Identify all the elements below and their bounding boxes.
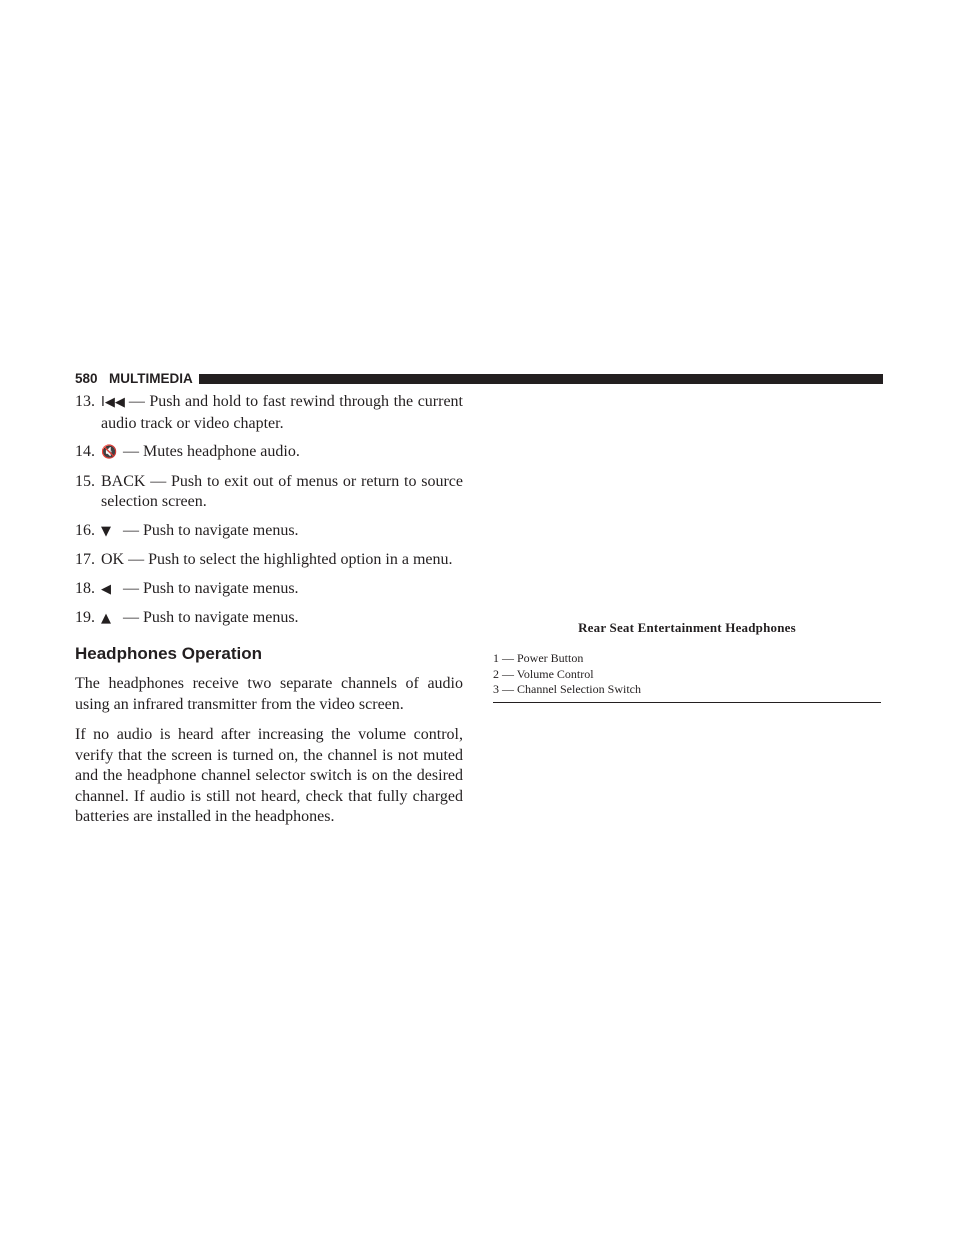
body-paragraph: If no audio is heard after increasing the volume control, verify that the screen is turned on, the channel is not muted and the headphone channel selector switch is on the desired channel. If audio is still not heard, check that fully charged batteries are installed in the headphones. [75, 726, 463, 825]
section-heading: Headphones Operation [75, 643, 263, 663]
item-number: 19. [75, 609, 95, 626]
item-number: 15. [75, 472, 95, 490]
item-text: — Mutes headphone audio. [123, 443, 300, 460]
caption-rule [493, 702, 881, 703]
list-item [75, 442, 463, 464]
list-item [75, 472, 463, 513]
page-number: 580 [75, 371, 98, 386]
item-number: 16. [75, 521, 95, 539]
up-arrow-icon: ▲ [101, 611, 111, 626]
legend-item: 2 — Volume Control [493, 666, 594, 681]
mute-icon: 🔇 [101, 445, 118, 460]
figure-legend [493, 651, 881, 698]
item-text: — Push and hold to fast rewind through the current audio track or video chapter. [101, 393, 463, 432]
list-item [75, 608, 463, 630]
item-text: OK — Push to select the highlighted option in a menu. [101, 551, 453, 568]
figure-image-area [493, 392, 881, 612]
item-number: 18. [75, 579, 95, 597]
rewind-icon: I◀◀ [101, 395, 125, 410]
body-paragraph: The headphones receive two separate channels of audio using an infrared transmitter from the video screen. [75, 675, 463, 713]
item-text: BACK — Push to exit out of menus or return to source selection screen. [101, 472, 463, 510]
figure-caption-block [493, 620, 881, 703]
item-text: — Push to navigate menus. [123, 579, 299, 597]
list-item [75, 550, 463, 571]
item-text: — Push to navigate menus. [123, 609, 299, 626]
item-text: — Push to navigate menus. [123, 521, 299, 539]
figure-caption: Rear Seat Entertainment Headphones [578, 620, 796, 635]
legend-item: 3 — Channel Selection Switch [493, 682, 641, 696]
header-rule [199, 374, 883, 384]
item-number: 17. [75, 551, 95, 568]
left-arrow-icon: ◀ [101, 581, 111, 597]
list-item [75, 521, 463, 543]
list-item [75, 392, 463, 434]
page-header [75, 370, 883, 388]
section-title: MULTIMEDIA [109, 371, 193, 386]
legend-item: 1 — Power Button [493, 651, 584, 665]
item-number: 14. [75, 443, 95, 460]
list-item [75, 579, 463, 601]
left-column [75, 392, 463, 838]
item-number: 13. [75, 393, 95, 410]
down-arrow-icon: ▼ [101, 523, 111, 539]
